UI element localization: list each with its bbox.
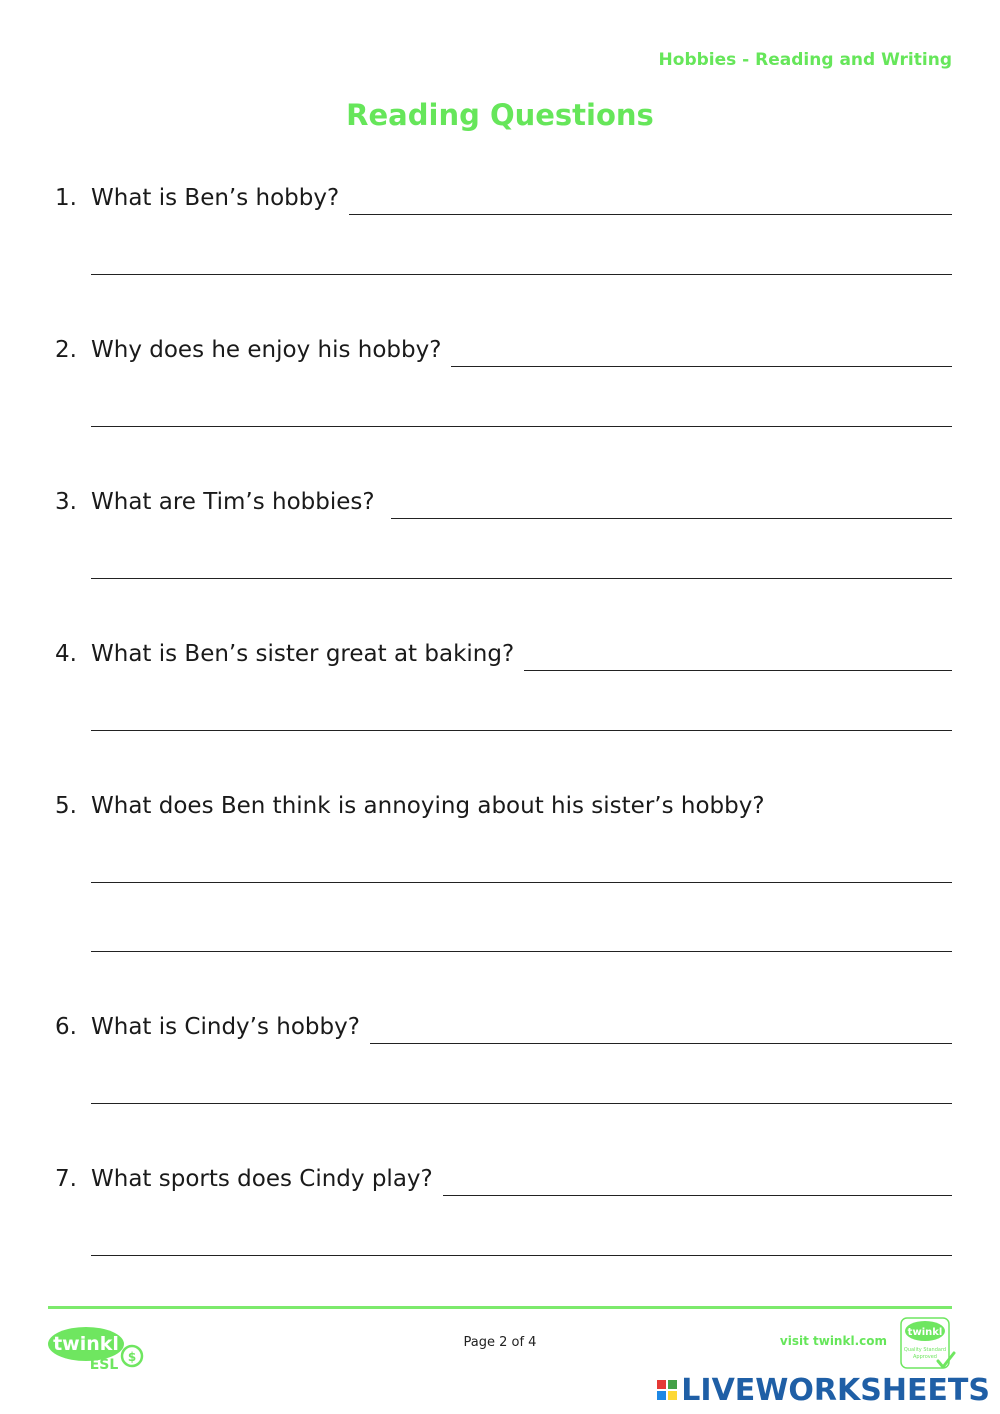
page-number: Page 2 of 4 — [463, 1335, 537, 1350]
answer-line[interactable] — [91, 578, 952, 579]
footer-divider — [48, 1306, 952, 1309]
answer-line[interactable] — [91, 882, 952, 883]
answer-line[interactable] — [91, 730, 952, 731]
visit-link[interactable]: visit twinkl.com — [779, 1334, 887, 1348]
svg-text:Approved: Approved — [913, 1354, 937, 1360]
liveworksheets-watermark — [657, 1372, 990, 1408]
question-1 — [55, 176, 952, 216]
page-title: Reading Questions — [346, 98, 654, 132]
question-text: What sports does Cindy play? — [91, 1166, 433, 1192]
answer-line[interactable] — [91, 274, 952, 275]
quality-standard-badge — [898, 1315, 956, 1371]
answer-line-inline[interactable] — [391, 518, 952, 519]
question-text: What is Cindy’s hobby? — [91, 1014, 360, 1040]
answer-line[interactable] — [91, 426, 952, 427]
question-number: 4. — [55, 641, 77, 667]
question-3 — [55, 480, 952, 520]
question-6 — [55, 1005, 952, 1045]
question-text: What does Ben think is annoying about his sister’s hobby? — [91, 793, 765, 819]
svg-text:twinkl: twinkl — [907, 1327, 943, 1338]
answer-line-inline[interactable] — [451, 366, 952, 367]
answer-line-inline[interactable] — [443, 1195, 952, 1196]
question-number: 6. — [55, 1014, 77, 1040]
question-number: 1. — [55, 185, 77, 211]
svg-text:Quality Standard: Quality Standard — [903, 1347, 947, 1353]
question-number: 5. — [55, 793, 77, 819]
question-number: 2. — [55, 337, 77, 363]
question-text: What are Tim’s hobbies? — [91, 489, 375, 515]
header-subject: Hobbies - Reading and Writing — [658, 50, 952, 70]
question-text: What is Ben’s hobby? — [91, 185, 340, 211]
liveworksheets-logo-icon — [657, 1380, 677, 1400]
question-2 — [55, 328, 952, 368]
liveworksheets-text: LIVEWORKSHEETS — [681, 1372, 990, 1408]
question-number: 7. — [55, 1166, 77, 1192]
answer-line-inline[interactable] — [370, 1043, 952, 1044]
svg-text:$: $ — [127, 1350, 137, 1364]
answer-line[interactable] — [91, 1255, 952, 1256]
answer-line-inline[interactable] — [349, 214, 952, 215]
question-5 — [55, 784, 952, 824]
answer-line[interactable] — [91, 951, 952, 952]
svg-text:twinkl: twinkl — [53, 1333, 119, 1355]
question-text: Why does he enjoy his hobby? — [91, 337, 442, 363]
question-number: 3. — [55, 489, 77, 515]
svg-text:ESL: ESL — [89, 1357, 119, 1372]
answer-line[interactable] — [91, 1103, 952, 1104]
question-7 — [55, 1157, 952, 1197]
answer-line-inline[interactable] — [524, 670, 952, 671]
question-4 — [55, 632, 952, 672]
question-text: What is Ben’s sister great at baking? — [91, 641, 515, 667]
